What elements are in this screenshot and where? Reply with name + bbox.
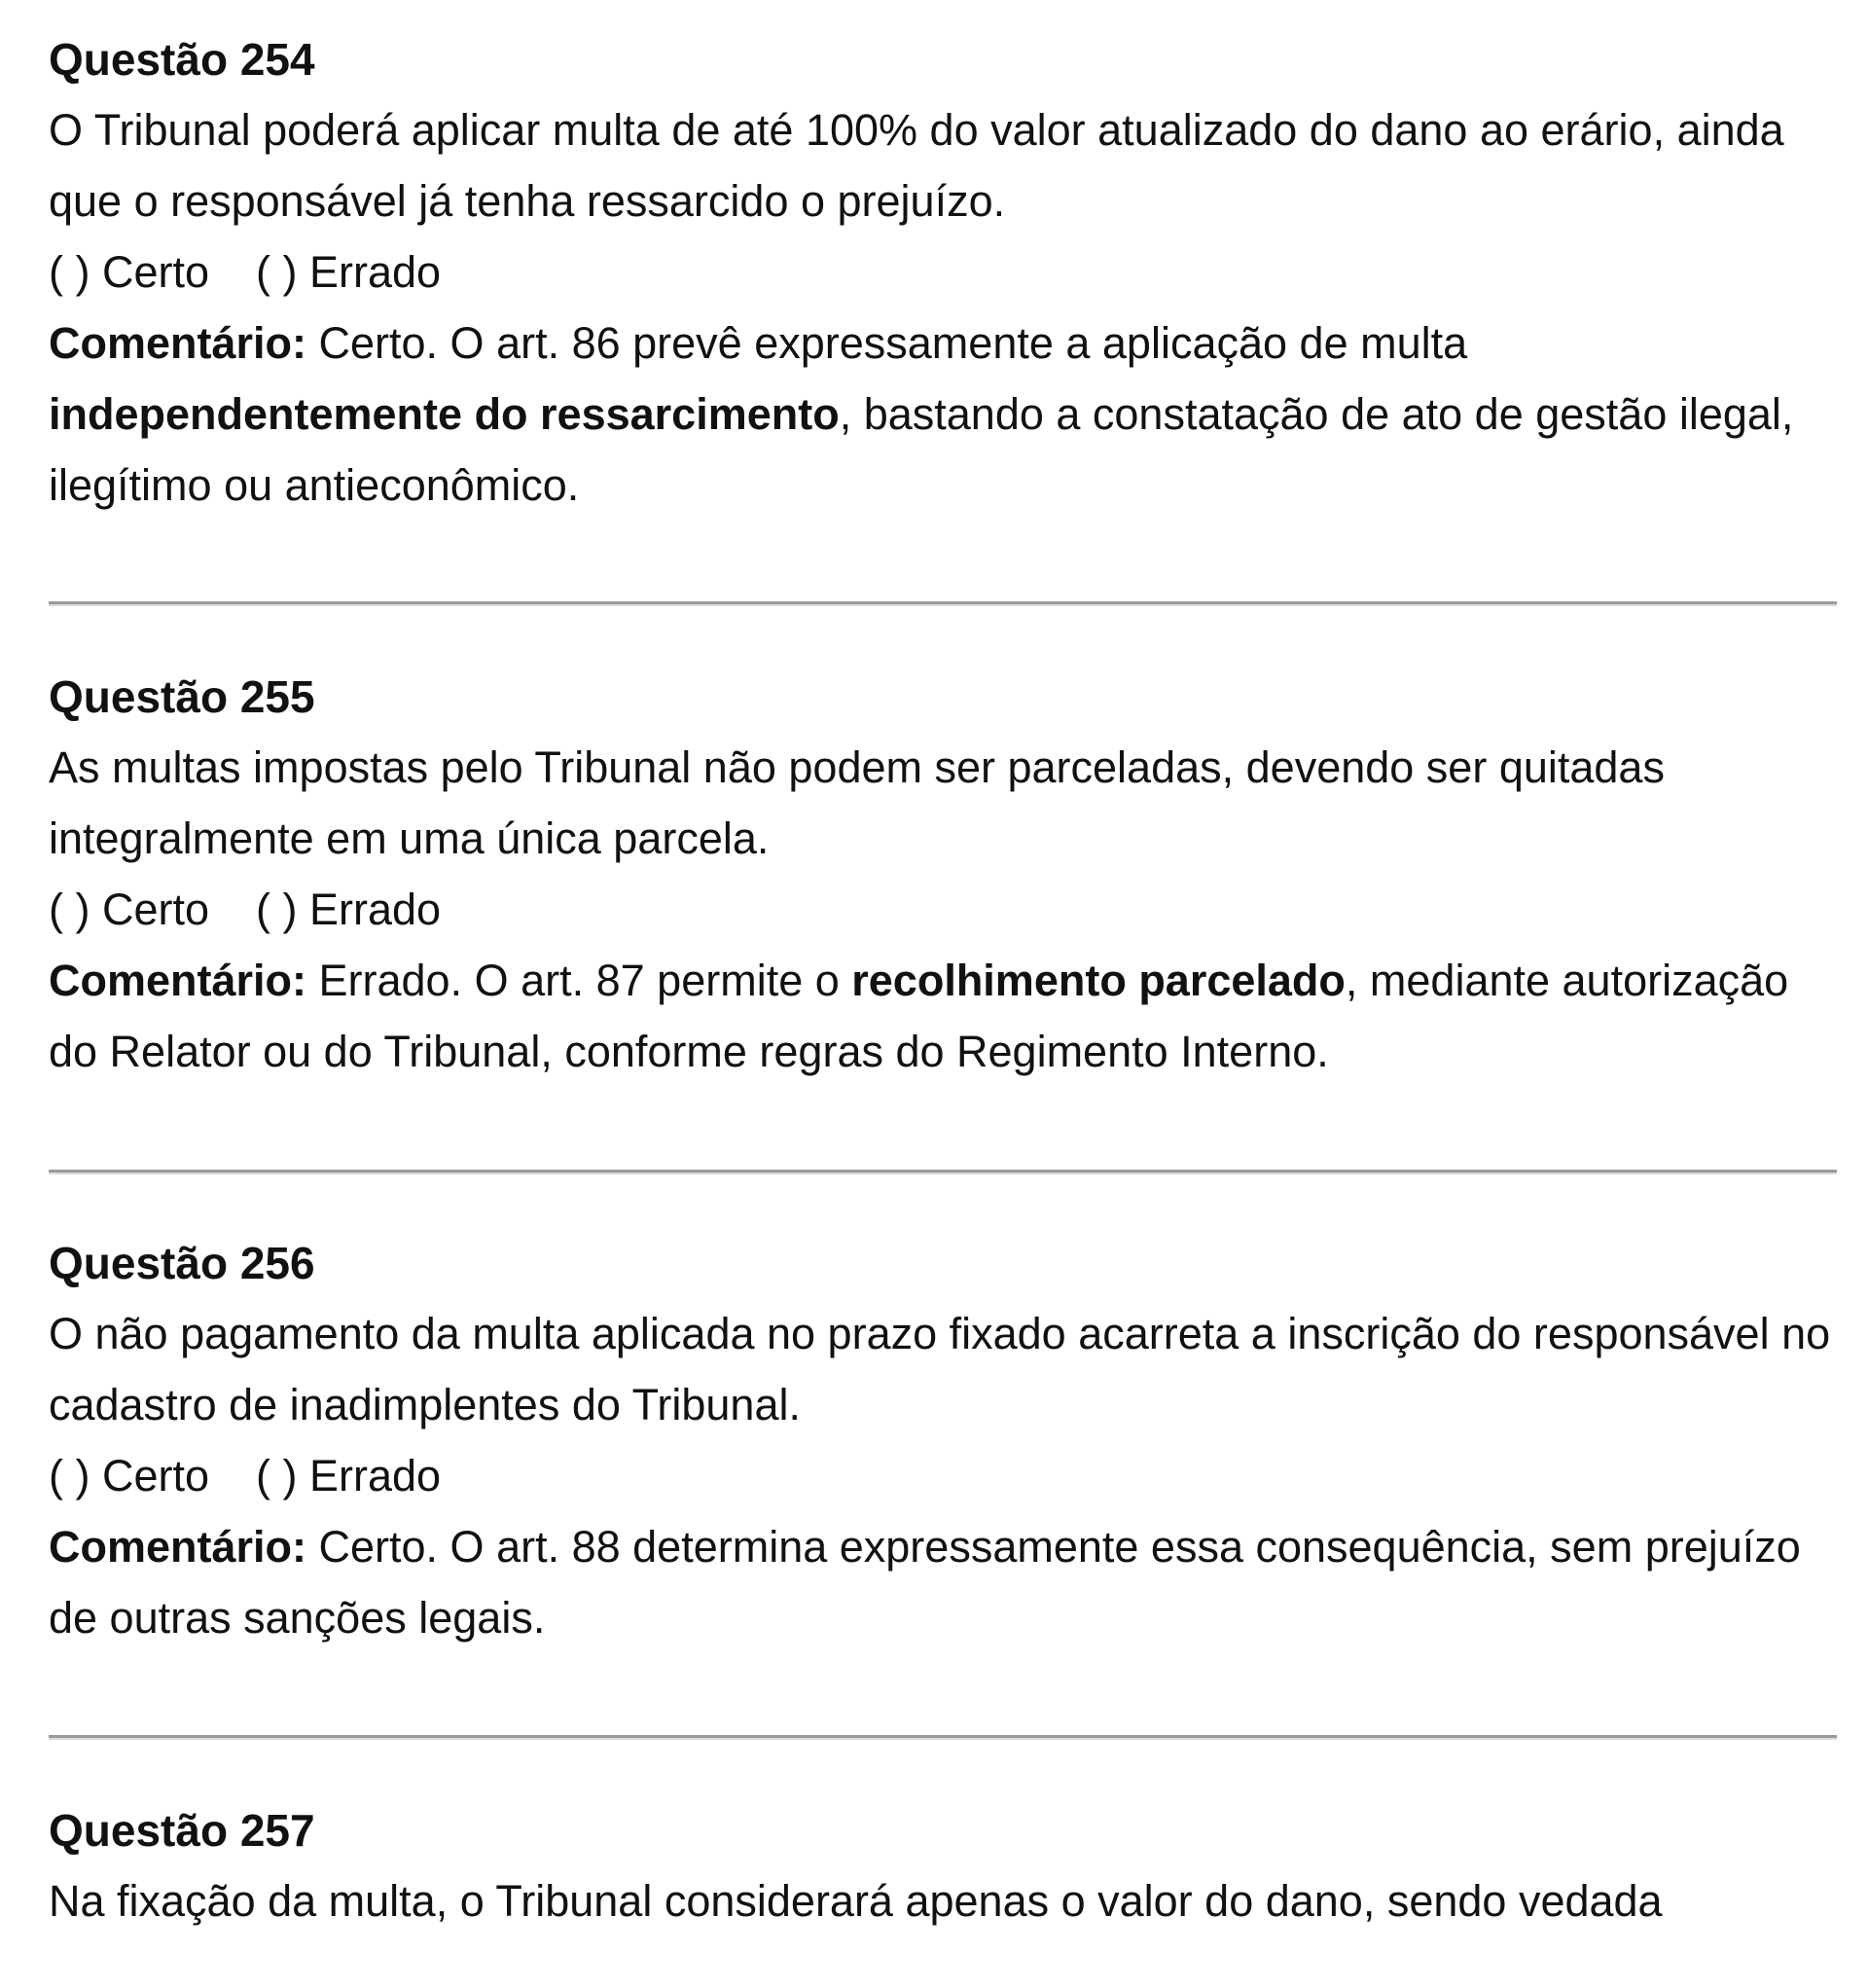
question-comment [49,307,1837,521]
comment-label: Comentário: [49,318,307,368]
question-statement: Na fixação da multa, o Tribunal considerará apenas o valor do dano, sendo vedada [49,1876,1663,1926]
comment-text: Certo. O art. 86 prevê expressamente a aplicação de multa [306,318,1468,368]
comment-label: Comentário: [49,1522,307,1572]
comment-text-continued: , bastando a constatação de ato de gestão ilegal, ilegítimo ou antieconômico. [49,389,1794,510]
question-title: Questão 255 [49,671,315,722]
comment-emphasis: recolhimento parcelado [851,956,1346,1005]
comment-text-continued: , mediante autorização do Relator ou do Tribunal, conforme regras do Regimento Interno. [49,956,1789,1076]
question-comment [49,945,1837,1087]
option-errado[interactable]: ( ) Errado [256,247,442,297]
question-statement: As multas impostas pelo Tribunal não podem ser parceladas, devendo ser quitadas integralmente em uma única parcela. [49,742,1665,863]
comment-label: Comentário: [49,956,307,1005]
section-divider [49,1170,1837,1175]
option-certo[interactable]: ( ) Certo [49,247,210,297]
comment-text: Certo. O art. 88 determina expressamente essa consequência, sem prejuízo de outras sanções legais. [49,1522,1801,1643]
comment-text: Errado. O art. 87 permite o [306,956,852,1005]
question-254 [49,24,1837,521]
section-divider [49,1735,1837,1740]
answer-options [49,874,1837,945]
option-certo[interactable]: ( ) Certo [49,885,210,934]
question-comment [49,1511,1837,1653]
question-256 [49,1228,1837,1653]
answer-options [49,236,1837,307]
option-certo[interactable]: ( ) Certo [49,1451,210,1500]
question-statement: O não pagamento da multa aplicada no prazo fixado acarreta a inscrição do responsável no cadastro de inadimplentes do Tribunal. [49,1309,1831,1429]
question-title: Questão 257 [49,1805,315,1856]
question-257 [49,1795,1837,1936]
option-errado[interactable]: ( ) Errado [256,1451,442,1500]
answer-options [49,1440,1837,1511]
question-title: Questão 256 [49,1238,315,1288]
section-divider [49,601,1837,606]
question-255 [49,662,1837,1087]
question-title: Questão 254 [49,34,315,85]
option-errado[interactable]: ( ) Errado [256,885,442,934]
question-statement: O Tribunal poderá aplicar multa de até 100% do valor atualizado do dano ao erário, ainda que o responsável já tenha ressarcido o prejuízo. [49,105,1784,226]
comment-emphasis: independentemente do ressarcimento [49,389,840,439]
